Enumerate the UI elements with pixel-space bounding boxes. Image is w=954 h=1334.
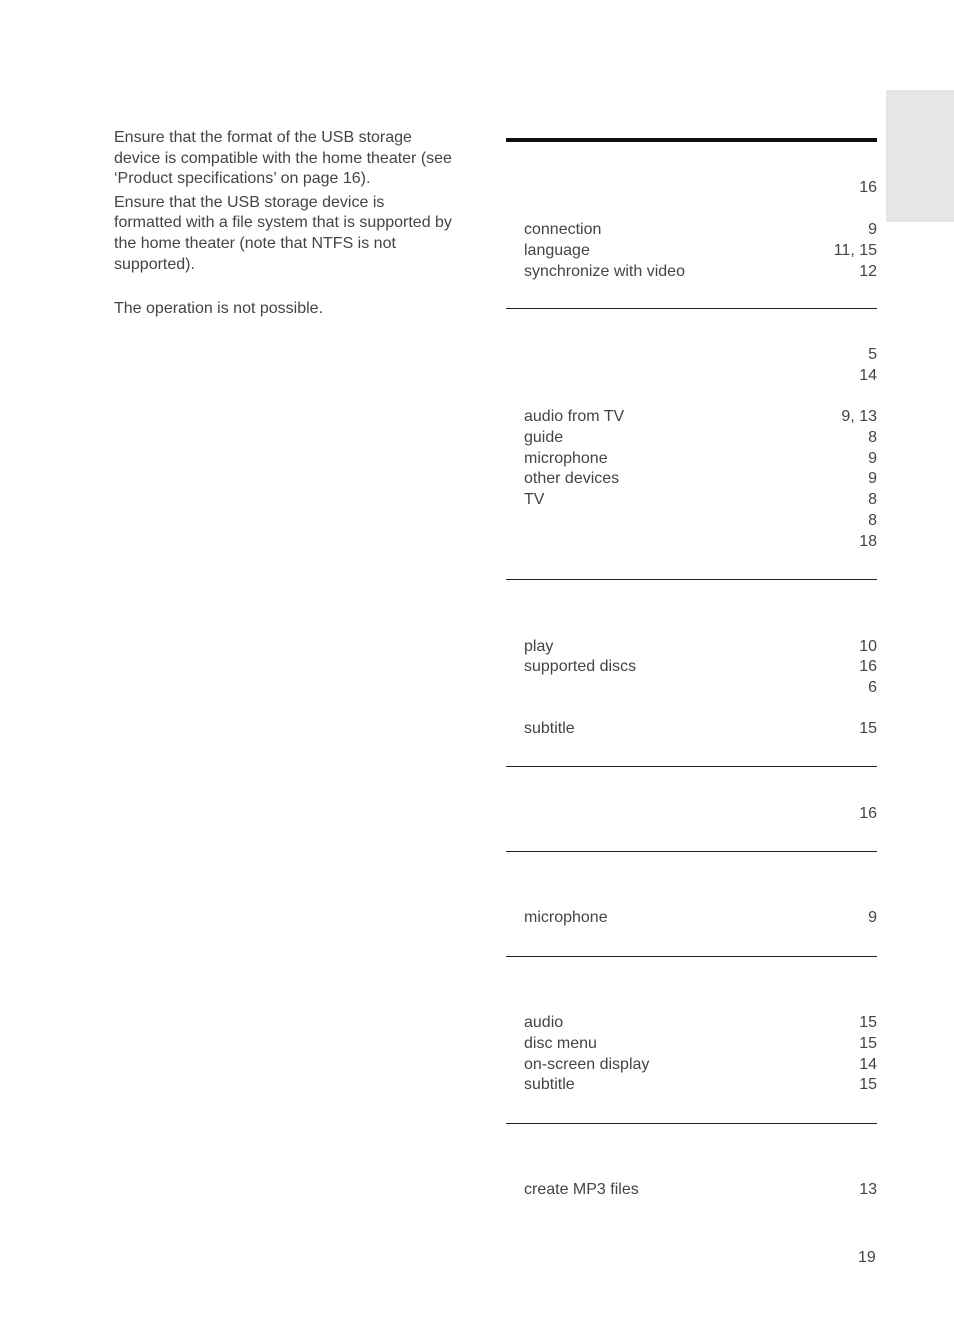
index-row: other devices 9 — [524, 470, 877, 487]
index-row: 6 — [868, 679, 877, 696]
index-row: supported discs 16 — [524, 658, 877, 675]
index-row: 18 — [859, 533, 877, 550]
index-row: subtitle 15 — [524, 1076, 877, 1093]
index-row: on-screen display 14 — [524, 1056, 877, 1073]
index-row: audio 15 — [524, 1014, 877, 1031]
operation-paragraph: The operation is not possible. — [114, 300, 324, 318]
index-row: create MP3 files 13 — [524, 1181, 877, 1198]
section-divider — [506, 308, 877, 309]
section-divider — [506, 1123, 877, 1124]
index-row: 5 — [868, 346, 877, 363]
index-row: 16 — [859, 179, 877, 196]
index-row: audio from TV 9, 13 — [524, 408, 877, 425]
index-row: synchronize with video 12 — [524, 263, 877, 280]
index-row: 8 — [868, 512, 877, 529]
troubleshooting-text — [114, 128, 454, 320]
index-row: language 11, 15 — [524, 242, 877, 259]
page-number: 19 — [858, 1249, 876, 1266]
index-row: microphone 9 — [524, 450, 877, 467]
section-divider — [506, 956, 877, 957]
usb-filesystem-paragraph: Ensure that the USB storage device is formatted with a file system that is supported by the home theater (note that NTFS is not supported). — [114, 193, 452, 273]
index-row: TV 8 — [524, 491, 877, 508]
index-row: 16 — [859, 805, 877, 822]
section-divider — [506, 579, 877, 580]
index-row: 14 — [859, 367, 877, 384]
usb-format-paragraph: Ensure that the format of the USB storage device is compatible with the home theater (see ‘Product specifications’ on page 16). — [114, 129, 452, 188]
section-tab — [886, 90, 954, 222]
index-row: connection 9 — [524, 221, 877, 238]
index-row: microphone 9 — [524, 909, 877, 926]
index-row: play 10 — [524, 638, 877, 655]
index-row: guide 8 — [524, 429, 877, 446]
index-top-rule — [506, 138, 877, 142]
index-row: subtitle 15 — [524, 720, 877, 737]
section-divider — [506, 766, 877, 767]
section-divider — [506, 851, 877, 852]
index-row: disc menu 15 — [524, 1035, 877, 1052]
